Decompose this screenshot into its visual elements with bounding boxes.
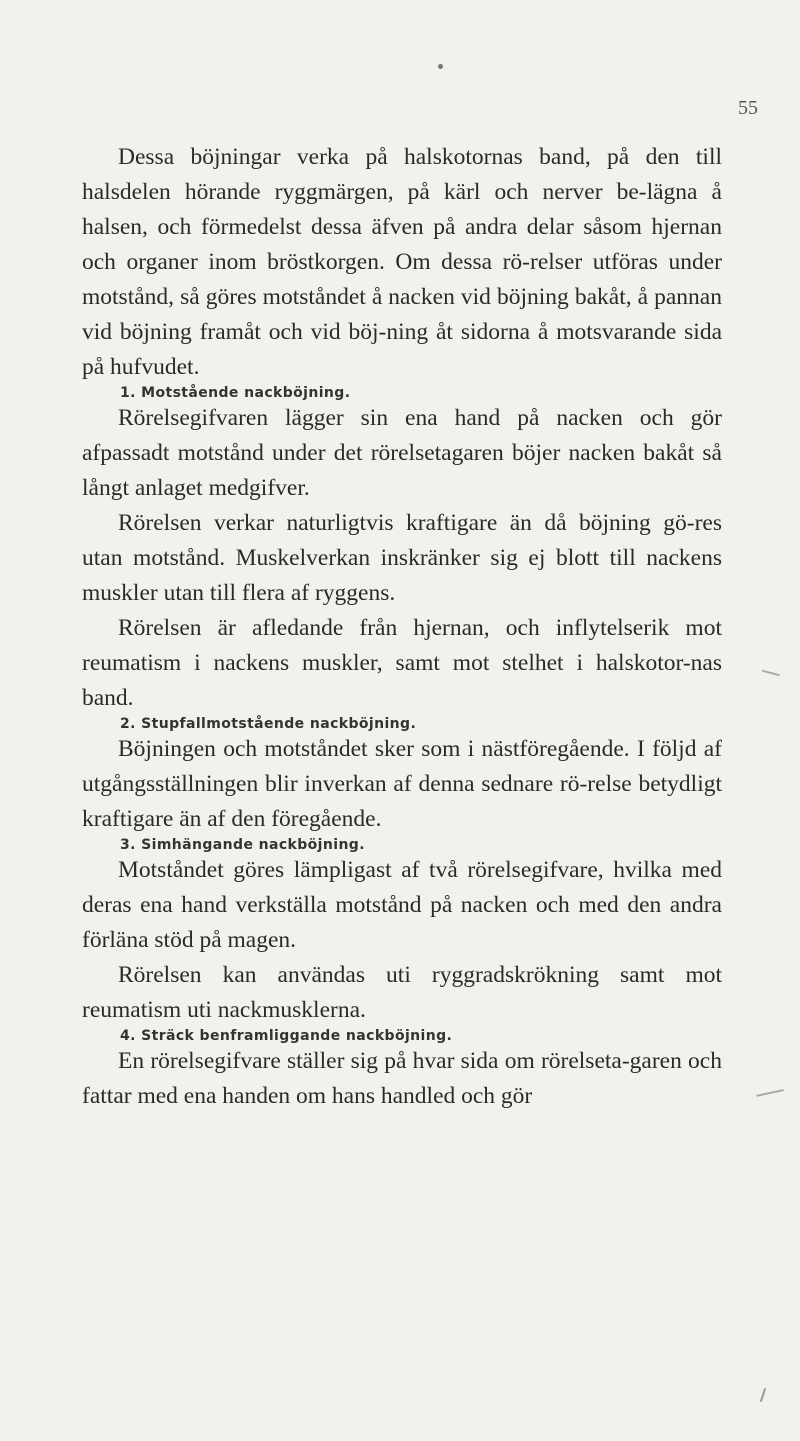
section-3-paragraph-1: Motståndet göres lämpligast af två rörelsegifvare, hvilka med deras ena hand verkställa motstånd på nacken och med den andra förläna stöd på magen. [82, 857, 722, 953]
section-1-heading: 1. Motstående nackböjning. [120, 385, 351, 401]
section-1-paragraph-1: Rörelsegifvaren lägger sin ena hand på nacken och gör afpassadt motstånd under det rörelsetagaren böjer nacken bakåt så långt anlaget medgifver. [82, 405, 722, 501]
margin-pencil-mark [756, 1089, 784, 1096]
section-2-paragraph-1: Böjningen och motståndet sker som i nästföregående. I följd af utgångsställningen blir inverkan af denna sednare rö-relse betydligt kraftigare än af den föregående. [82, 736, 722, 832]
section-2-heading: 2. Stupfallmotstående nackböjning. [120, 716, 417, 732]
margin-pencil-mark [762, 670, 780, 676]
ink-slash-mark [760, 1388, 766, 1402]
text-column [82, 140, 722, 1114]
section-4-heading: 4. Sträck benframliggande nackböjning. [120, 1028, 453, 1044]
page-number: 55 [738, 97, 758, 119]
section-1-paragraph-3: Rörelsen är afledande från hjernan, och inflytelserik mot reumatism i nackens muskler, samt mot stelhet i halskotor-nas band. [82, 615, 722, 711]
section-3-heading: 3. Simhängande nackböjning. [120, 837, 365, 853]
intro-paragraph: Dessa böjningar verka på halskotornas band, på den till halsdelen hörande ryggmärgen, på kärl och nerver be-lägna å halsen, och förmedelst dessa äfven på andra delar såsom hjernan och organer inom bröstkorgen. Om dessa rö-relser utföras under motstånd, så göres motståndet å nacken vid böjning bakåt, å pannan vid böjning framåt och vid böj-ning åt sidorna å motsvarande sida på hufvudet. [82, 144, 722, 380]
section-1-paragraph-2: Rörelsen verkar naturligtvis kraftigare än då böjning gö-res utan motstånd. Muskelverkan inskränker sig ej blott till nackens muskler utan till flera af ryggens. [82, 510, 722, 606]
section-3-paragraph-2: Rörelsen kan användas uti ryggradskrökning samt mot reumatism uti nackmusklerna. [82, 962, 722, 1023]
section-4-paragraph-1: En rörelsegifvare ställer sig på hvar sida om rörelseta-garen och fattar med ena handen om hans handled och gör [82, 1048, 722, 1109]
ink-dot-mark [438, 64, 443, 69]
